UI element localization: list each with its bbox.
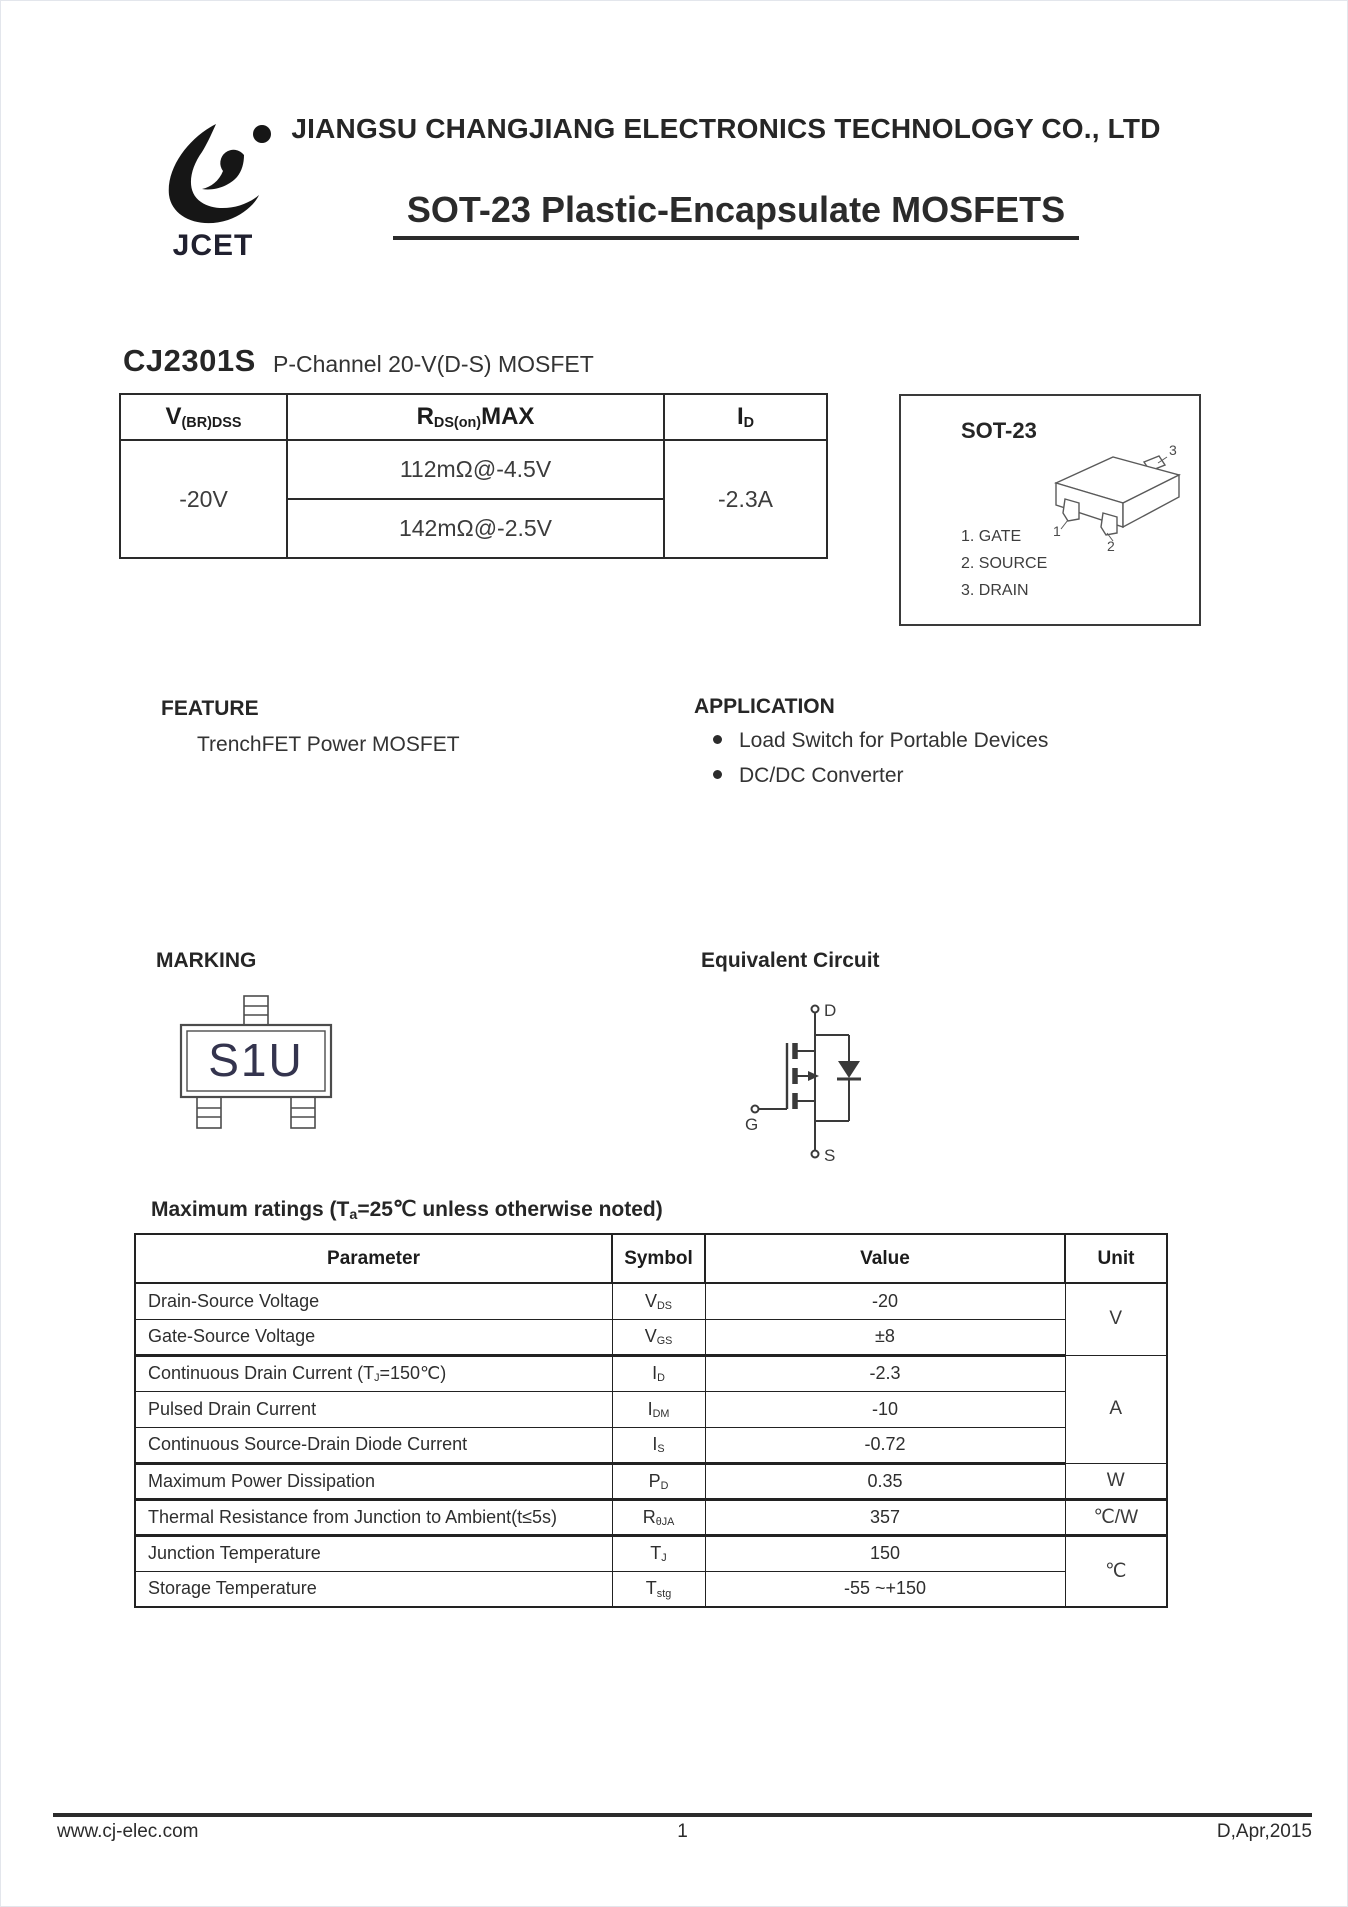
spec-col-vbrdss: V(BR)DSS [120, 394, 287, 440]
unit-celsius: ℃ [1065, 1535, 1167, 1607]
rdson-value-1: 112mΩ@-4.5V [287, 440, 664, 499]
pin-2-label: 2. SOURCE [961, 555, 1048, 572]
footer-website: www.cj-elec.com [57, 1821, 199, 1842]
application-item: Load Switch for Portable Devices [713, 729, 1048, 753]
marking-heading: MARKING [156, 949, 257, 972]
table-row: Junction Temperature TJ 150 ℃ [135, 1535, 1167, 1571]
table-row: Drain-Source Voltage VDS -20 V [135, 1283, 1167, 1319]
mosfet-circuit-diagram-icon [727, 999, 912, 1169]
unit-volts: V [1065, 1283, 1167, 1355]
part-number: CJ2301S [123, 343, 256, 378]
bullet-icon [713, 770, 722, 779]
feature-item: TrenchFET Power MOSFET [197, 733, 460, 756]
application-heading: APPLICATION [694, 695, 835, 718]
logo-text: JCET [172, 229, 254, 262]
table-row: Thermal Resistance from Junction to Ambient(t≤5s) RθJA 357 ℃/W [135, 1499, 1167, 1535]
vbrdss-value: -20V [120, 440, 287, 558]
col-symbol: Symbol [612, 1234, 705, 1283]
spec-header-row [120, 394, 827, 440]
unit-watts: W [1065, 1463, 1167, 1499]
spec-row-1 [120, 440, 827, 499]
doc-title-wrap [341, 189, 1131, 240]
equivalent-circuit-heading: Equivalent Circuit [701, 949, 880, 972]
pin-number-3: 3 [1169, 442, 1177, 458]
drain-terminal-label: D [824, 1001, 837, 1020]
unit-amps: A [1065, 1355, 1167, 1463]
spec-summary-table [119, 393, 828, 559]
company-name: JIANGSU CHANGJIANG ELECTRONICS TECHNOLOGY CO., LTD [291, 113, 1161, 144]
gate-terminal-label: G [745, 1115, 759, 1134]
sot23-package-drawing-icon [1041, 441, 1196, 566]
table-row: Gate-Source Voltage VGS ±8 [135, 1319, 1167, 1355]
pin-number-2: 2 [1107, 538, 1115, 554]
table-row: Pulsed Drain Current IDM -10 [135, 1391, 1167, 1427]
footer-page-number: 1 [677, 1821, 688, 1842]
page-title: SOT-23 Plastic-Encapsulate MOSFETS [393, 189, 1079, 240]
pin-3-label: 3. DRAIN [961, 582, 1029, 599]
col-parameter: Parameter [135, 1234, 612, 1283]
id-value: -2.3A [664, 440, 827, 558]
col-unit: Unit [1065, 1234, 1167, 1283]
package-outline-box [899, 394, 1201, 626]
package-name: SOT-23 [961, 418, 1037, 443]
footer-divider [53, 1813, 1312, 1817]
pin-1-label: 1. GATE [961, 528, 1022, 545]
unit-celsius-per-watt: ℃/W [1065, 1499, 1167, 1535]
table-row: Continuous Drain Current (TJ=150℃) ID -2.3 A [135, 1355, 1167, 1391]
pin-number-1: 1 [1053, 523, 1061, 539]
max-ratings-table [134, 1233, 1168, 1608]
bullet-icon [713, 735, 722, 744]
rdson-value-2: 142mΩ@-2.5V [287, 499, 664, 558]
footer-revision: D,Apr,2015 [1216, 1821, 1312, 1842]
table-row: Continuous Source-Drain Diode Current IS -0.72 [135, 1427, 1167, 1463]
marking-code: S1U [208, 1034, 304, 1086]
ratings-header-row [135, 1234, 1167, 1283]
spec-col-rdson: RDS(on)MAX [287, 394, 664, 440]
spec-col-id: ID [664, 394, 827, 440]
col-value: Value [705, 1234, 1065, 1283]
table-row: Storage Temperature Tstg -55 ~+150 [135, 1571, 1167, 1607]
application-item: DC/DC Converter [713, 764, 904, 788]
table-row: Maximum Power Dissipation PD 0.35 W [135, 1463, 1167, 1499]
source-terminal-label: S [824, 1146, 836, 1165]
max-ratings-heading: Maximum ratings (Ta=25℃ unless otherwise noted) [151, 1198, 663, 1224]
feature-heading: FEATURE [161, 697, 259, 720]
part-description: P-Channel 20-V(D-S) MOSFET [273, 351, 594, 377]
marking-package-drawing-icon [179, 994, 333, 1130]
